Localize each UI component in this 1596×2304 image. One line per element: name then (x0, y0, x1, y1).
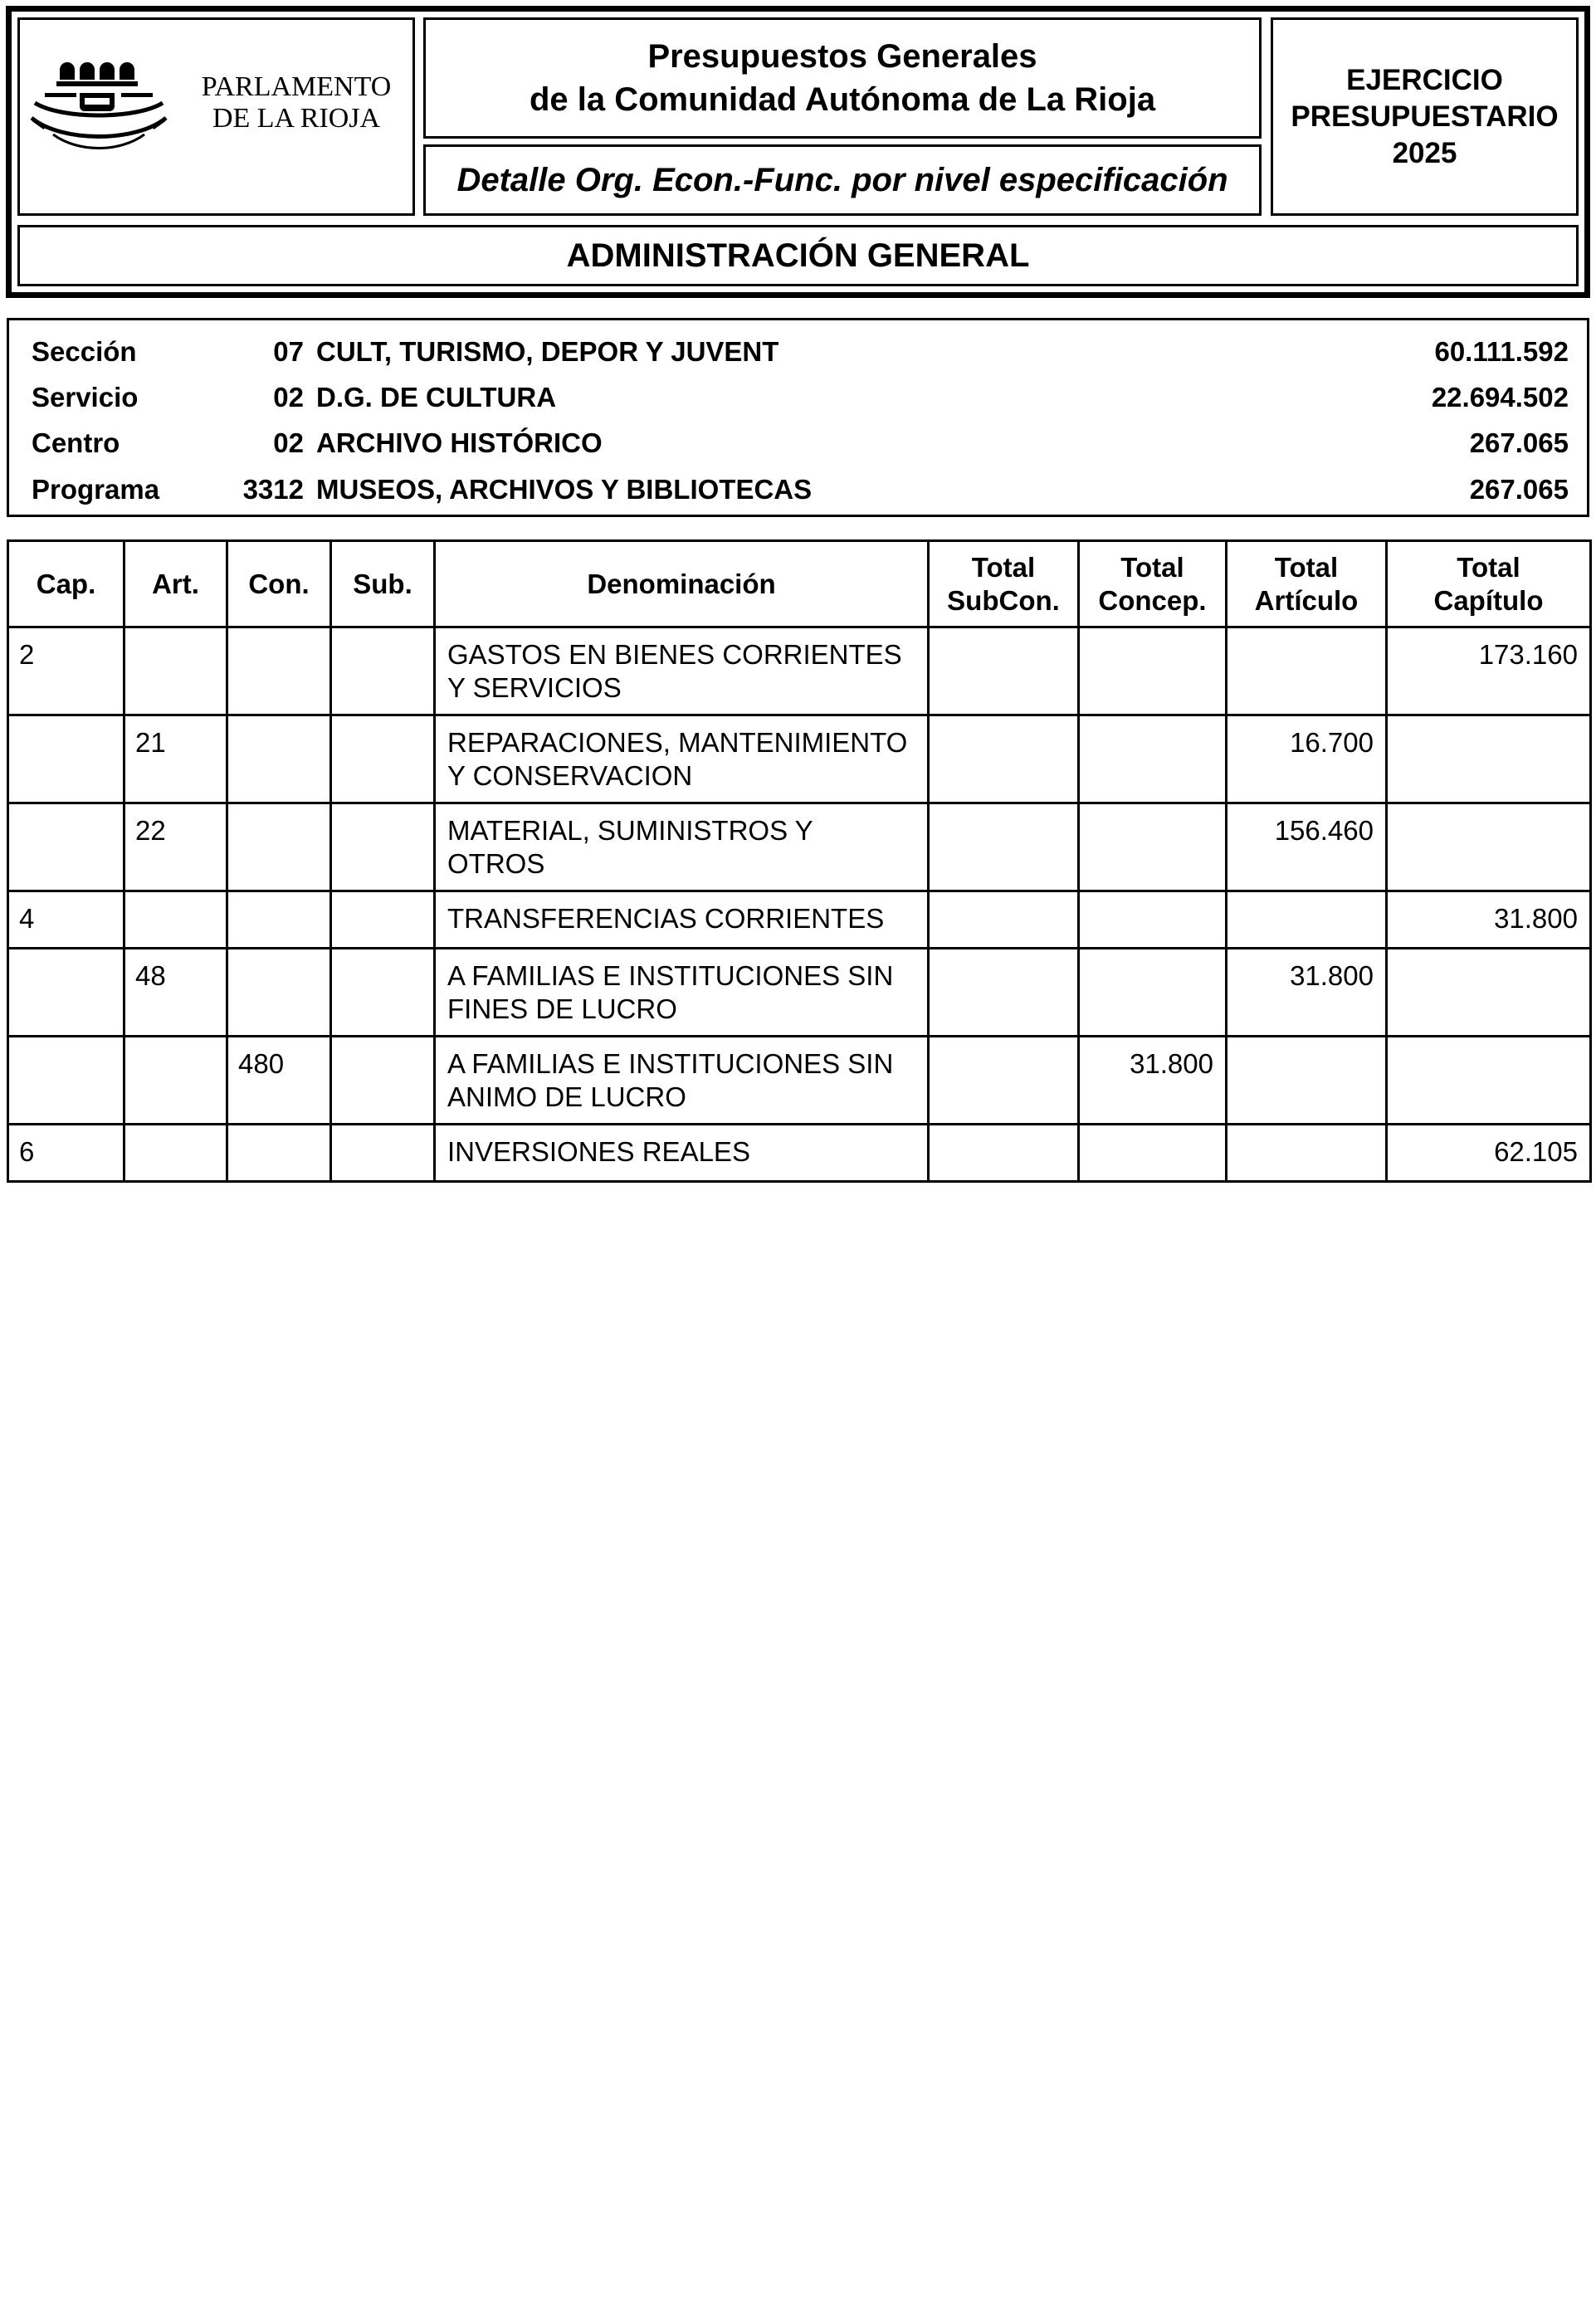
den-line: INVERSIONES REALES (447, 1136, 750, 1167)
cell-total-capitulo (1387, 803, 1591, 891)
title-line1: Presupuestos Generales (647, 38, 1037, 75)
den-line: MATERIAL, SUMINISTROS Y (447, 815, 813, 846)
administration-text: ADMINISTRACIÓN GENERAL (566, 237, 1030, 274)
cell-cap: 6 (8, 1125, 124, 1182)
header-total-capitulo (1387, 541, 1591, 627)
header-total-subcon (929, 541, 1079, 627)
cell-total-capitulo (1387, 715, 1591, 803)
cell-denominacion (435, 891, 929, 949)
cell-cap (8, 803, 124, 891)
cell-total-subcon (929, 949, 1079, 1037)
cell-total-capitulo: 62.105 (1387, 1125, 1591, 1182)
cell-art (124, 1037, 227, 1125)
cell-denominacion (435, 803, 929, 891)
cell-total-articulo: 31.800 (1227, 949, 1387, 1037)
info-total: 22.694.502 (1431, 382, 1569, 412)
info-row-servicio (9, 378, 1587, 417)
cell-total-concep (1079, 803, 1227, 891)
info-label: Sección (32, 336, 137, 367)
den-line: OTROS (447, 848, 545, 879)
fiscal-year-box (1271, 17, 1579, 216)
info-total: 267.065 (1469, 427, 1569, 458)
header-sub: Sub. (331, 541, 435, 627)
header-denominacion: Denominación (435, 541, 929, 627)
info-name: MUSEOS, ARCHIVOS Y BIBLIOTECAS (316, 474, 813, 505)
info-row-seccion (9, 332, 1587, 372)
cell-con (227, 803, 331, 891)
year-line1: EJERCICIO (1346, 63, 1503, 96)
den-line: FINES DE LUCRO (447, 993, 677, 1024)
cell-total-concep (1079, 1125, 1227, 1182)
info-name: D.G. DE CULTURA (316, 382, 557, 412)
cell-cap (8, 949, 124, 1037)
cell-denominacion (435, 949, 929, 1037)
cell-total-articulo (1227, 1037, 1387, 1125)
den-line: A FAMILIAS E INSTITUCIONES SIN (447, 1048, 894, 1079)
cell-art (124, 627, 227, 715)
cell-con (227, 949, 331, 1037)
cell-art: 21 (124, 715, 227, 803)
cell-sub (331, 715, 435, 803)
logo-text (193, 71, 400, 134)
header-text: Total (1120, 551, 1184, 583)
cell-art (124, 891, 227, 949)
den-line: A FAMILIAS E INSTITUCIONES SIN (447, 960, 894, 991)
cell-total-subcon (929, 1125, 1079, 1182)
cell-sub (331, 1125, 435, 1182)
cell-total-concep (1079, 891, 1227, 949)
cell-total-capitulo: 31.800 (1387, 891, 1591, 949)
organization-info-box (7, 318, 1589, 517)
cell-denominacion (435, 627, 929, 715)
header-text: Total (971, 551, 1036, 583)
table-row (8, 949, 1591, 1037)
info-code: 02 (273, 382, 304, 412)
title-line2: de la Comunidad Autónoma de La Rioja (529, 81, 1156, 118)
cell-denominacion (435, 1037, 929, 1125)
header-text: SubCon. (947, 584, 1060, 616)
header-cap: Cap. (8, 541, 124, 627)
info-total: 267.065 (1469, 474, 1569, 505)
table-row (8, 715, 1591, 803)
header-con: Con. (227, 541, 331, 627)
cell-sub (331, 803, 435, 891)
cell-denominacion (435, 715, 929, 803)
den-line: TRANSFERENCIAS CORRIENTES (447, 903, 885, 934)
info-name: ARCHIVO HISTÓRICO (316, 427, 603, 458)
info-total: 60.111.592 (1434, 336, 1569, 367)
info-row-centro (9, 423, 1587, 463)
cell-total-capitulo (1387, 1037, 1591, 1125)
table-row (8, 803, 1591, 891)
header-total-articulo (1227, 541, 1387, 627)
info-code: 07 (273, 336, 304, 367)
cell-cap (8, 1037, 124, 1125)
year-line2: PRESUPUESTARIO (1291, 100, 1559, 133)
cell-total-subcon (929, 1037, 1079, 1125)
cell-con: 480 (227, 1037, 331, 1125)
cell-art: 48 (124, 949, 227, 1037)
cell-cap (8, 715, 124, 803)
year-line3: 2025 (1392, 136, 1457, 169)
budget-table (7, 539, 1592, 1183)
administration-banner (17, 225, 1579, 286)
cell-total-capitulo: 173.160 (1387, 627, 1591, 715)
cell-total-subcon (929, 803, 1079, 891)
cell-total-articulo: 16.700 (1227, 715, 1387, 803)
header-text: Artículo (1254, 584, 1359, 616)
cell-sub (331, 1037, 435, 1125)
table-header-row (8, 541, 1591, 627)
table-row (8, 1125, 1591, 1182)
cell-total-concep: 31.800 (1079, 1037, 1227, 1125)
cell-total-articulo (1227, 891, 1387, 949)
header-total-concep (1079, 541, 1227, 627)
den-line: REPARACIONES, MANTENIMIENTO (447, 727, 908, 758)
info-label: Programa (32, 474, 160, 505)
info-row-programa (9, 470, 1587, 510)
den-line: Y CONSERVACION (447, 760, 693, 791)
den-line: ANIMO DE LUCRO (447, 1081, 686, 1112)
cell-art: 22 (124, 803, 227, 891)
logo-text-line2: DE LA RIOJA (212, 103, 381, 134)
cell-con (227, 627, 331, 715)
header-text: Total (1274, 551, 1339, 583)
logo-text-line1: PARLAMENTO (201, 71, 392, 102)
document-subtitle (423, 144, 1262, 216)
cell-con (227, 715, 331, 803)
cell-art (124, 1125, 227, 1182)
document-title (423, 17, 1262, 139)
header-text: Concep. (1098, 584, 1207, 616)
cell-total-subcon (929, 891, 1079, 949)
den-line: GASTOS EN BIENES CORRIENTES (447, 639, 902, 670)
cell-con (227, 1125, 331, 1182)
cell-total-concep (1079, 949, 1227, 1037)
header-art: Art. (124, 541, 227, 627)
cell-total-subcon (929, 627, 1079, 715)
header-text: Total (1457, 551, 1520, 583)
info-label: Centro (32, 427, 120, 458)
cell-con (227, 891, 331, 949)
cell-denominacion (435, 1125, 929, 1182)
info-code: 02 (273, 427, 304, 458)
parlamento-emblem-icon (28, 51, 186, 168)
cell-total-articulo: 156.460 (1227, 803, 1387, 891)
cell-sub (331, 891, 435, 949)
info-name: CULT, TURISMO, DEPOR Y JUVENT (316, 336, 779, 367)
cell-sub (331, 949, 435, 1037)
cell-total-concep (1079, 627, 1227, 715)
den-line: Y SERVICIOS (447, 672, 622, 703)
info-code: 3312 (242, 474, 304, 505)
cell-total-concep (1079, 715, 1227, 803)
cell-cap: 4 (8, 891, 124, 949)
cell-cap: 2 (8, 627, 124, 715)
cell-total-capitulo (1387, 949, 1591, 1037)
cell-total-subcon (929, 715, 1079, 803)
cell-sub (331, 627, 435, 715)
table-row (8, 627, 1591, 715)
table-row (8, 891, 1591, 949)
cell-total-articulo (1227, 627, 1387, 715)
table-row (8, 1037, 1591, 1125)
info-label: Servicio (32, 382, 139, 412)
subtitle-text: Detalle Org. Econ.-Func. por nivel especificación (456, 161, 1228, 198)
cell-total-articulo (1227, 1125, 1387, 1182)
header-text: Capítulo (1433, 584, 1544, 616)
